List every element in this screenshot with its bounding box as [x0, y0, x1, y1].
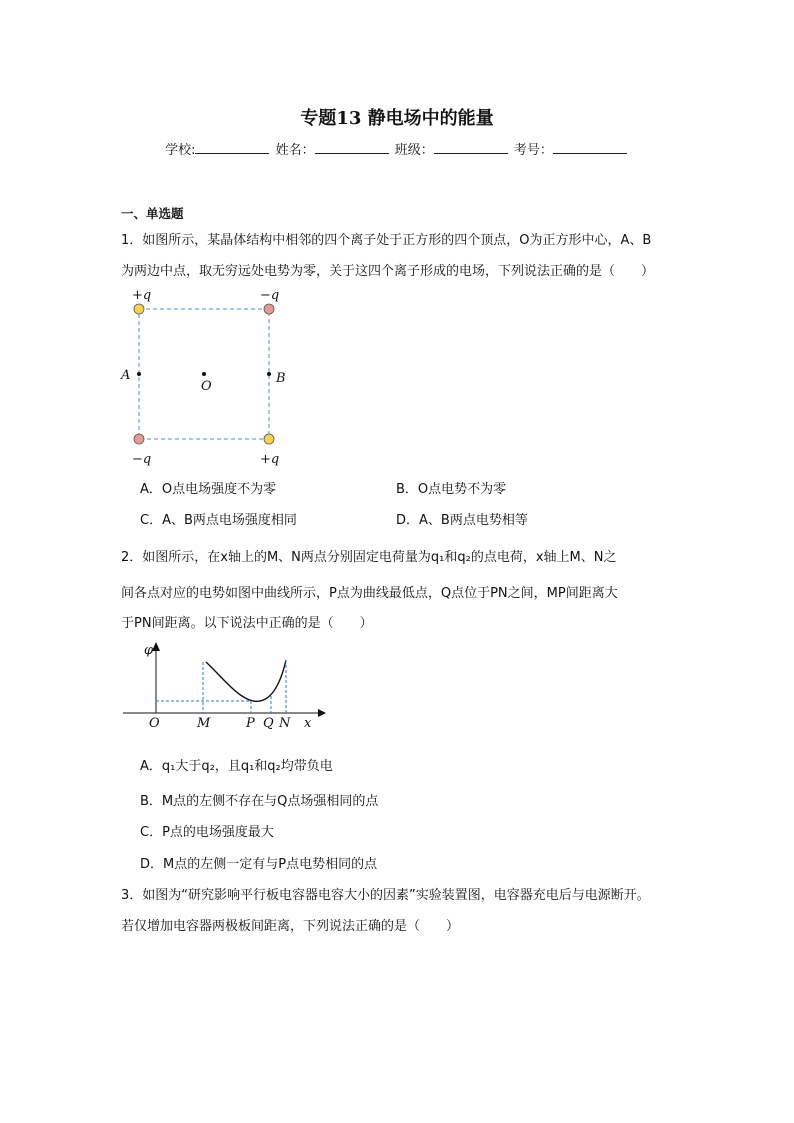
school-label: 学校: — [165, 143, 196, 158]
q1-option-d[interactable]: D．A、B两点电势相等 — [396, 513, 528, 528]
p-label: P — [246, 716, 255, 730]
class-label: 班级： — [394, 143, 434, 158]
q1-square-figure — [115, 282, 295, 472]
label-bottom-left: −q — [132, 452, 152, 467]
q2-stem-line3: 于PN间距离。以下说法中正确的是（ ） — [121, 616, 373, 631]
point-o-dot — [202, 372, 206, 376]
q3-stem-line1: 3．如图为“研究影响平行板电容器电容大小的因素”实验装置图，电容器充电后与电源断开。 — [121, 888, 650, 903]
point-b-dot — [267, 372, 271, 376]
point-a-dot — [137, 372, 141, 376]
q1-option-b[interactable]: B．O点电势不为零 — [396, 482, 507, 497]
x-axis-arrow-icon — [318, 709, 326, 717]
m-label: M — [197, 716, 211, 730]
q3-stem-line2: 若仅增加电容器两极板间距离，下列说法正确的是（ ） — [121, 919, 460, 934]
q1-stem-line2: 为两边中点，取无穷远处电势为零，关于这四个离子形成的电场，下列说法正确的是（ ） — [121, 264, 655, 279]
label-top-left: +q — [132, 288, 152, 303]
label-bottom-right: +q — [260, 452, 280, 467]
q1-option-a[interactable]: A．O点电场强度不为零 — [140, 482, 277, 497]
exam-no-label: 考号： — [513, 143, 553, 158]
phi-axis-arrow-icon — [152, 642, 160, 651]
potential-curve — [206, 660, 286, 701]
name-blank[interactable] — [315, 141, 389, 154]
name-label: 姓名： — [275, 143, 315, 158]
q1-option-c[interactable]: C．A、B两点电场强度相同 — [140, 513, 297, 528]
ion-top-right — [264, 304, 274, 314]
q-label: Q — [263, 716, 274, 730]
x-label: x — [304, 716, 312, 730]
label-b: B — [276, 371, 286, 386]
q1-stem-line1: 1．如图所示，某晶体结构中相邻的四个离子处于正方形的四个顶点，O为正方形中心，A、B — [121, 233, 652, 248]
section-heading: 一、单选题 — [121, 206, 184, 221]
label-top-right: −q — [260, 288, 280, 303]
q2-stem-line1: 2．如图所示，在x轴上的M、N两点分别固定电荷量为q₁和q₂的点电荷，x轴上M、N之 — [121, 550, 617, 565]
label-o: O — [201, 379, 212, 394]
page-title: 专题13 静电场中的能量 — [300, 108, 494, 129]
ion-bottom-right — [264, 434, 274, 444]
q2-option-c[interactable]: C．P点的电场强度最大 — [140, 825, 274, 840]
phi-label: φ — [144, 643, 154, 658]
q2-stem-line2: 间各点对应的电势如图中曲线所示，P点为曲线最低点，Q点位于PN之间，MP间距离大 — [121, 586, 618, 601]
n-label: N — [279, 716, 291, 730]
class-blank[interactable] — [434, 141, 508, 154]
label-a: A — [121, 368, 131, 383]
q2-option-d[interactable]: D．M点的左侧一定有与P点电势相同的点 — [140, 857, 378, 872]
student-info-row — [0, 139, 794, 158]
o-label: O — [149, 716, 160, 730]
school-blank[interactable] — [195, 141, 269, 154]
ion-top-left — [134, 304, 144, 314]
ion-bottom-left — [134, 434, 144, 444]
exam-no-blank[interactable] — [553, 141, 627, 154]
q2-option-a[interactable]: A．q₁大于q₂，且q₁和q₂均带负电 — [140, 759, 333, 774]
q2-potential-graph — [118, 638, 328, 730]
q2-option-b[interactable]: B．M点的左侧不存在与Q点场强相同的点 — [140, 794, 379, 809]
